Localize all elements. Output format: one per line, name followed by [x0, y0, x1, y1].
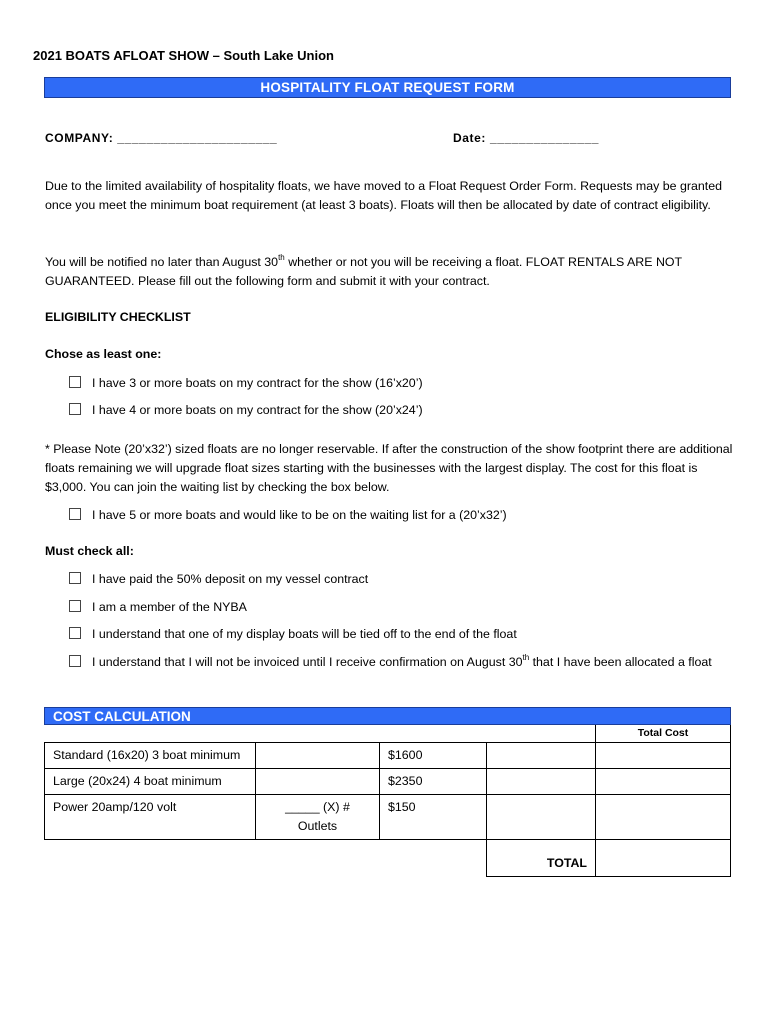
spacer-cell [256, 840, 380, 877]
grand-total-cell[interactable] [596, 840, 731, 877]
option-label: I have paid the 50% deposit on my vessel contract [92, 572, 369, 586]
please-note: * Please Note (20’x32’) sized floats are no longer reservable. If after the construction of the show footprint there are additional floats remaining we will upgrade float sizes starting with the businesses with the largest display. The cost for this float is $3,000. You can join the waiting list by checking the box below. [45, 442, 733, 494]
show-title: 2021 BOATS AFLOAT SHOW – South Lake Union [33, 48, 334, 63]
option-text-cont: that I have been allocated a float [529, 655, 712, 669]
option-label: I have 4 or more boats on my contract for the show (20’x24’) [92, 403, 423, 417]
total-cost-cell[interactable] [596, 795, 731, 840]
option-label [92, 653, 712, 672]
intro-paragraph: Due to the limited availability of hospitality floats, we have moved to a Float Request Order Form. Requests may be granted once you meet the minimum boat requirement (at least 3 boats). Floats will then be allocated by date of contract eligibility. [45, 179, 722, 212]
notification-paragraph [45, 253, 735, 291]
notification-text: You will be notified no later than August 30 [45, 255, 279, 269]
option-4-boats[interactable] [69, 401, 719, 420]
checkbox[interactable] [69, 403, 81, 415]
company-field[interactable]: COMPANY: ______________________ [45, 131, 278, 145]
outlets-qty-cell[interactable]: _____ (X) # Outlets [256, 795, 380, 840]
table-row [45, 795, 731, 840]
checkbox[interactable] [69, 376, 81, 388]
option-label: I understand that one of my display boats will be tied off to the end of the float [92, 627, 517, 641]
must-nyba-member[interactable] [69, 598, 719, 617]
qty-cell[interactable] [256, 769, 380, 795]
checkbox[interactable] [69, 508, 81, 520]
option-label: I am a member of the NYBA [92, 600, 247, 614]
cost-calculation-banner: COST CALCULATION [44, 707, 731, 725]
option-waiting-list[interactable] [69, 506, 719, 525]
subtotal-cell[interactable] [487, 743, 596, 769]
price-cell: $2350 [380, 769, 487, 795]
checkbox[interactable] [69, 655, 81, 667]
option-label: I have 5 or more boats and would like to be on the waiting list for a (20’x32’) [92, 508, 507, 522]
item-cell: Power 20amp/120 volt [45, 795, 256, 840]
option-3-boats[interactable] [69, 374, 719, 393]
price-cell: $1600 [380, 743, 487, 769]
checkbox[interactable] [69, 627, 81, 639]
total-label: TOTAL [487, 840, 596, 877]
option-label: I have 3 or more boats on my contract for the show (16’x20’) [92, 376, 423, 390]
qty-cell[interactable] [256, 743, 380, 769]
ordinal-suffix: th [522, 653, 530, 662]
table-row [45, 769, 731, 795]
notification-text-cont: whether or not you will be receiving a float. FLOAT RENTALS ARE NOT GUARANTEED. Please fill out the following form and submit it with your contract. [45, 255, 682, 288]
option-text: I understand that I will not be invoiced until I receive confirmation on August 30 [92, 655, 523, 669]
must-check-heading: Must check all: [45, 544, 134, 558]
item-cell: Large (20x24) 4 boat minimum [45, 769, 256, 795]
must-deposit[interactable] [69, 570, 719, 589]
form-title-banner: HOSPITALITY FLOAT REQUEST FORM [44, 77, 731, 98]
must-tied-off[interactable] [69, 625, 719, 644]
total-row [45, 840, 731, 877]
table-row [45, 743, 731, 769]
checkbox[interactable] [69, 572, 81, 584]
total-cost-cell[interactable] [596, 769, 731, 795]
subtotal-cell[interactable] [487, 795, 596, 840]
item-cell: Standard (16x20) 3 boat minimum [45, 743, 256, 769]
spacer-cell [380, 840, 487, 877]
eligibility-heading: ELIGIBILITY CHECKLIST [45, 310, 191, 324]
total-cost-cell[interactable] [596, 743, 731, 769]
cost-table [44, 742, 731, 877]
checkbox[interactable] [69, 600, 81, 612]
subtotal-cell[interactable] [487, 769, 596, 795]
ordinal-suffix: th [278, 253, 285, 262]
price-cell: $150 [380, 795, 487, 840]
date-field[interactable]: Date: _______________ [453, 131, 600, 145]
spacer-cell [45, 840, 256, 877]
chose-heading: Chose as least one: [45, 347, 162, 361]
must-invoice-confirmation[interactable] [69, 653, 719, 672]
total-cost-header: Total Cost [595, 725, 731, 742]
